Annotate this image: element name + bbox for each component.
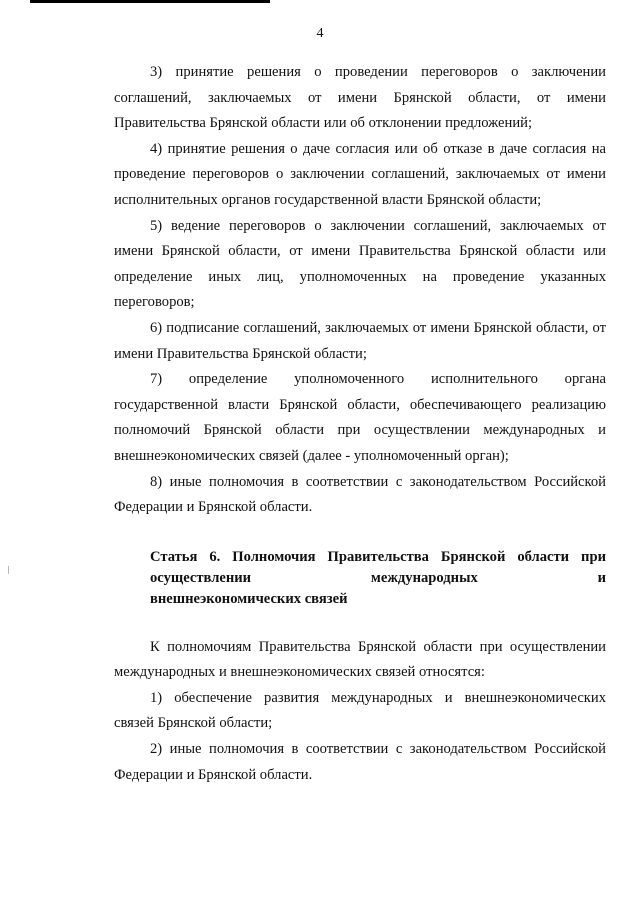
article-item-1: 1) обеспечение развития международных и внешнеэкономических связей Брянской области; <box>114 689 606 732</box>
scan-artifact <box>8 566 9 574</box>
article-heading-line-1: Статья 6. Полномочия Правительства Брянской области при <box>150 548 606 565</box>
article-intro: К полномочиям Правительства Брянской области при осуществлении международных и внешнеэкономических связей относятся: <box>114 638 606 681</box>
list-item-7: 7) определение уполномоченного исполнительного органа государственной власти Брянской области, обеспечивающего реализацию полномочий Брянской области при осуществлении международных и внешнеэкономических связей (далее - уполномоченный орган); <box>114 371 606 464</box>
article-heading-line-3: внешнеэкономических связей <box>150 590 348 607</box>
article-item-2: 2) иные полномочия в соответствии с законодательством Российской Федерации и Брянской области. <box>114 741 606 783</box>
list-item-4: 4) принятие решения о даче согласия или об отказе в даче согласия на проведение переговоров о заключении соглашений, заключаемых от имени исполнительных органов государственной власти Брянской области; <box>114 140 606 208</box>
top-rule <box>30 0 270 3</box>
document-body <box>114 60 606 788</box>
article-6-heading <box>114 547 606 610</box>
list-item-6: 6) подписание соглашений, заключаемых от имени Брянской области, от имени Правительства Брянской области; <box>114 319 606 362</box>
list-item-3: 3) принятие решения о проведении переговоров о заключении соглашений, заключаемых от имени Брянской области, от имени Правительства Брянской области или об отклонении предложений; <box>114 64 606 132</box>
article-heading-line-2: осуществлении международных и <box>150 569 606 586</box>
page-number: 4 <box>316 26 324 41</box>
list-item-8: 8) иные полномочия в соответствии с законодательством Российской Федерации и Брянской области. <box>114 473 606 516</box>
list-item-5: 5) ведение переговоров о заключении соглашений, заключаемых от имени Брянской области, от имени Правительства Брянской области или определение иных лиц, уполномоченных на проведение указанных переговоров; <box>114 217 606 311</box>
